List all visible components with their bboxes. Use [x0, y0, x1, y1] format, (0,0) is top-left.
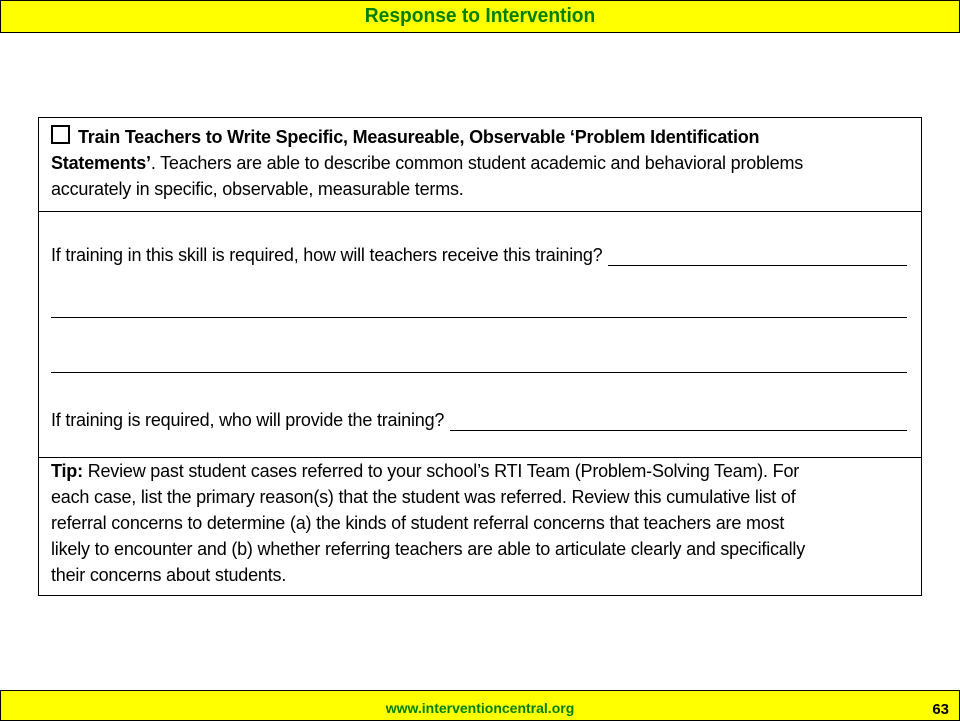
training-method-answer-line[interactable]: [608, 247, 907, 266]
tip-text: each case, list the primary reason(s) that the student was referred. Review this cumulative list of: [51, 487, 796, 507]
tip-text: Review past student cases referred to your school’s RTI Team (Problem-Solving Team). For: [87, 461, 800, 481]
footer-url[interactable]: www.interventioncentral.org: [385, 700, 575, 716]
trainer-question: [51, 405, 907, 431]
planning-form: [38, 117, 922, 596]
trainer-label: If training is required, who will provide the training?: [51, 410, 445, 430]
training-method-question: [51, 240, 907, 266]
answer-line[interactable]: [51, 317, 907, 318]
page-title: Response to Intervention: [364, 5, 596, 27]
trainer-answer-line[interactable]: [450, 412, 907, 431]
tip-label: Tip:: [51, 461, 83, 481]
tip-line-1: [51, 458, 911, 484]
section-skill-description: [51, 124, 911, 202]
tip-text: their concerns about students.: [51, 565, 287, 585]
skill-description: . Teachers are able to describe common student academic and behavioral problems: [150, 153, 804, 173]
training-method-label: If training in this skill is required, how will teachers receive this training?: [51, 245, 603, 265]
answer-line[interactable]: [51, 372, 907, 373]
footer-bar: [0, 690, 960, 721]
heading-line-1: [51, 124, 911, 150]
tip-section: [51, 458, 911, 588]
page-number: 63: [932, 701, 949, 718]
tip-text: referral concerns to determine (a) the kinds of student referral concerns that teachers are most: [51, 513, 785, 533]
skill-description-line-2: accurately in specific, observable, measurable terms.: [51, 179, 464, 199]
tip-text: likely to encounter and (b) whether referring teachers are able to articulate clearly and specifically: [51, 539, 805, 559]
skill-heading-end: Statements’: [51, 153, 151, 173]
header-bar: [0, 0, 960, 33]
empty-checkbox-icon[interactable]: [51, 125, 70, 144]
section-divider: [39, 211, 921, 212]
skill-heading: Train Teachers to Write Specific, Measureable, Observable ‘Problem Identification: [78, 127, 760, 147]
heading-line-2: [51, 150, 911, 176]
